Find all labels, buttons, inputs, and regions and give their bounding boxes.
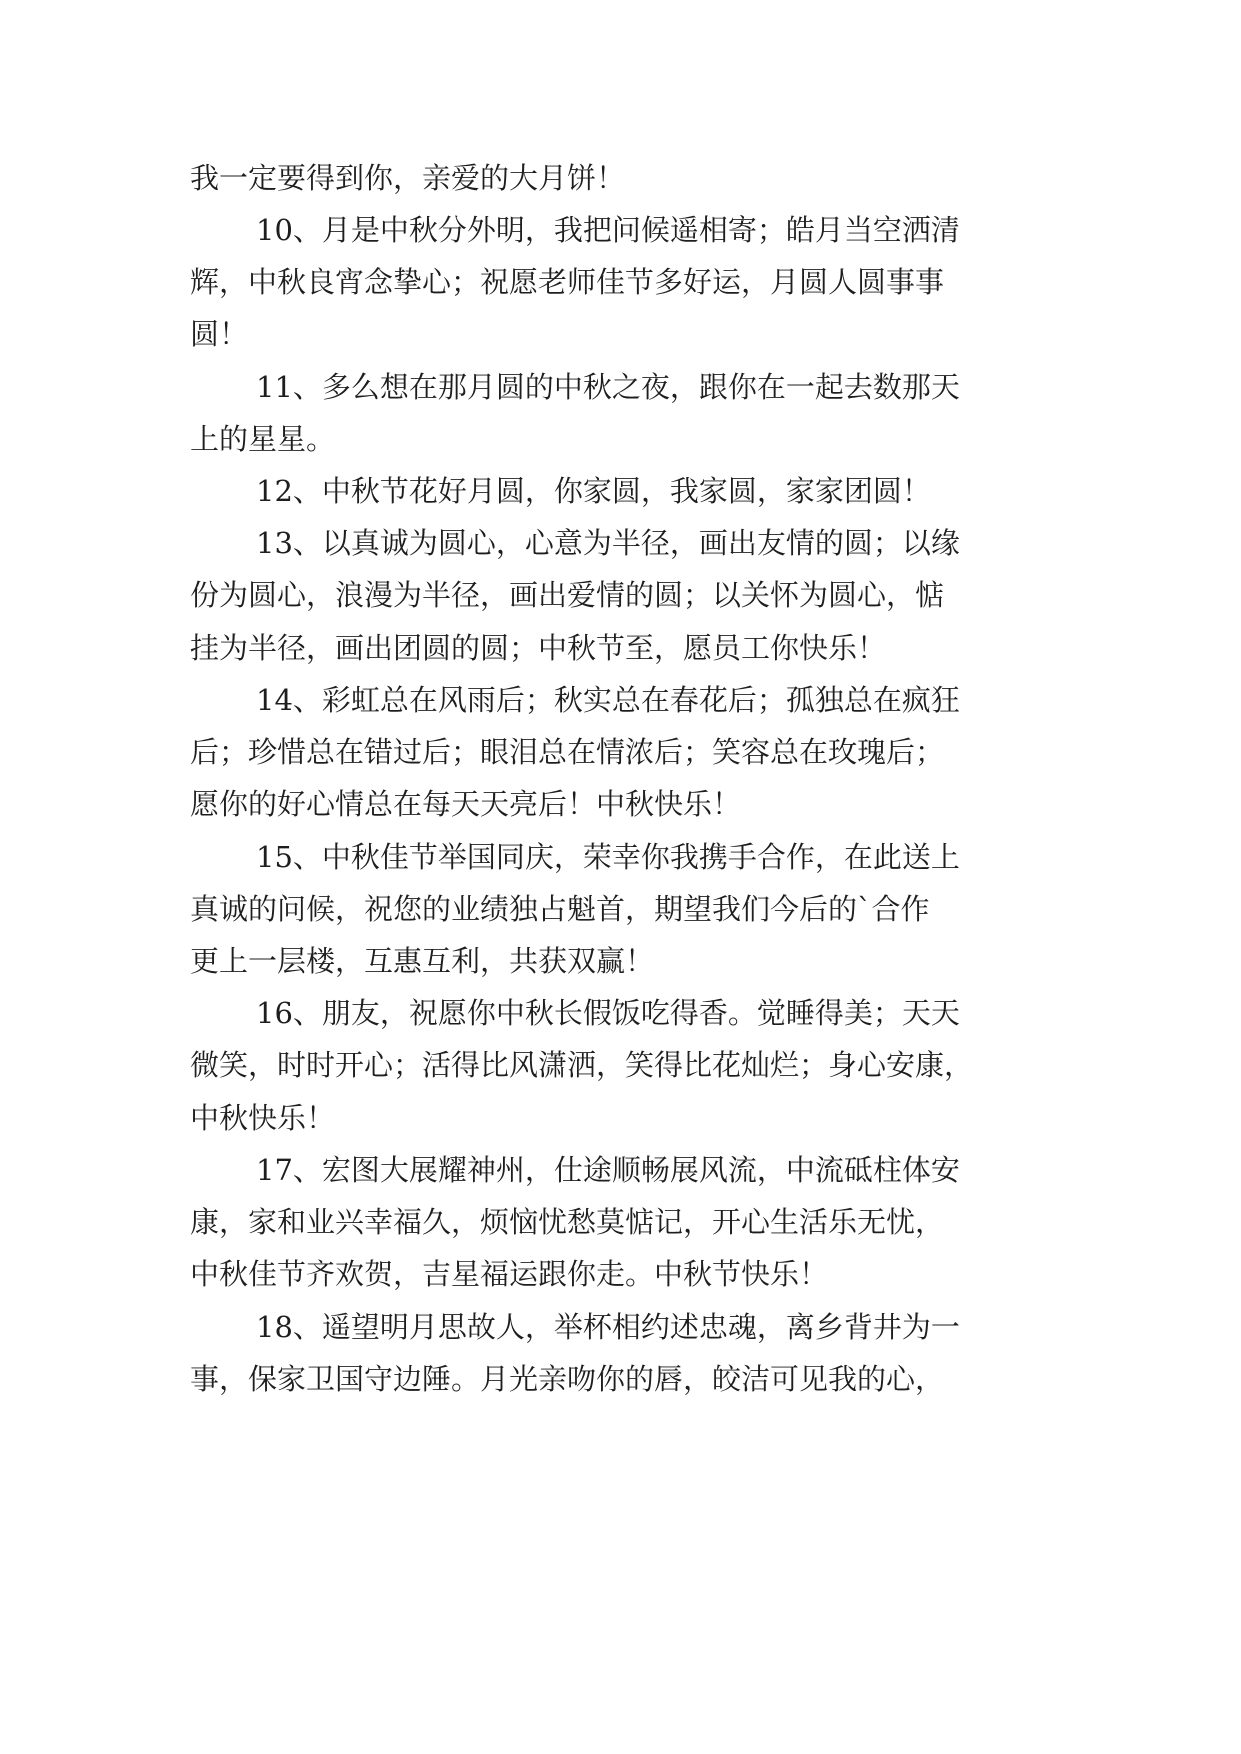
text-line: 中秋快乐！ xyxy=(190,1101,336,1135)
text-line: 辉，中秋良宵念挚心；祝愿老师佳节多好运，月圆人圆事事 xyxy=(190,265,945,299)
text-line: 事，保家卫国守边陲。月光亲吻你的唇，皎洁可见我的心， xyxy=(190,1362,945,1396)
text-line: 16、朋友，祝愿你中秋长假饭吃得香。觉睡得美；天天 xyxy=(256,996,960,1030)
text-line: 17、宏图大展耀神州，仕途顺畅展风流，中流砥柱体安 xyxy=(256,1153,960,1187)
text-line: 中秋佳节齐欢贺，吉星福运跟你走。中秋节快乐！ xyxy=(190,1257,829,1291)
text-line: 圆！ xyxy=(190,317,249,351)
text-line: 10、月是中秋分外明，我把问候遥相寄；皓月当空洒清 xyxy=(256,213,960,247)
text-line: 13、以真诚为圆心，心意为半径，画出友情的圆；以缘 xyxy=(256,526,960,560)
text-line: 15、中秋佳节举国同庆，荣幸你我携手合作，在此送上 xyxy=(256,840,960,874)
text-line: 12、中秋节花好月圆，你家圆，我家圆，家家团圆！ xyxy=(256,474,931,508)
text-line: 份为圆心，浪漫为半径，画出爱情的圆；以关怀为圆心，惦 xyxy=(190,578,945,612)
text-line: 愿你的好心情总在每天天亮后！中秋快乐！ xyxy=(190,787,742,821)
text-line: 更上一层楼，互惠互利，共获双赢！ xyxy=(190,944,655,978)
text-line: 上的星星。 xyxy=(190,422,336,456)
text-line: 后；珍惜总在错过后；眼泪总在情浓后；笑容总在玫瑰后； xyxy=(190,735,945,769)
text-line: 真诚的问候，祝您的业绩独占魁首，期望我们今后的`合作 xyxy=(190,892,930,926)
text-line: 康，家和业兴幸福久，烦恼忧愁莫惦记，开心生活乐无忧， xyxy=(190,1205,945,1239)
text-line: 我一定要得到你，亲爱的大月饼！ xyxy=(190,161,626,195)
text-line: 18、遥望明月思故人，举杯相约述忠魂，离乡背井为一 xyxy=(256,1310,960,1344)
text-line: 11、多么想在那月圆的中秋之夜，跟你在一起去数那天 xyxy=(256,370,960,404)
text-line: 14、彩虹总在风雨后；秋实总在春花后；孤独总在疯狂 xyxy=(256,683,960,717)
text-line: 微笑，时时开心；活得比风潇洒，笑得比花灿烂；身心安康， xyxy=(190,1048,974,1082)
text-line: 挂为半径，画出团圆的圆；中秋节至，愿员工你快乐！ xyxy=(190,631,887,665)
